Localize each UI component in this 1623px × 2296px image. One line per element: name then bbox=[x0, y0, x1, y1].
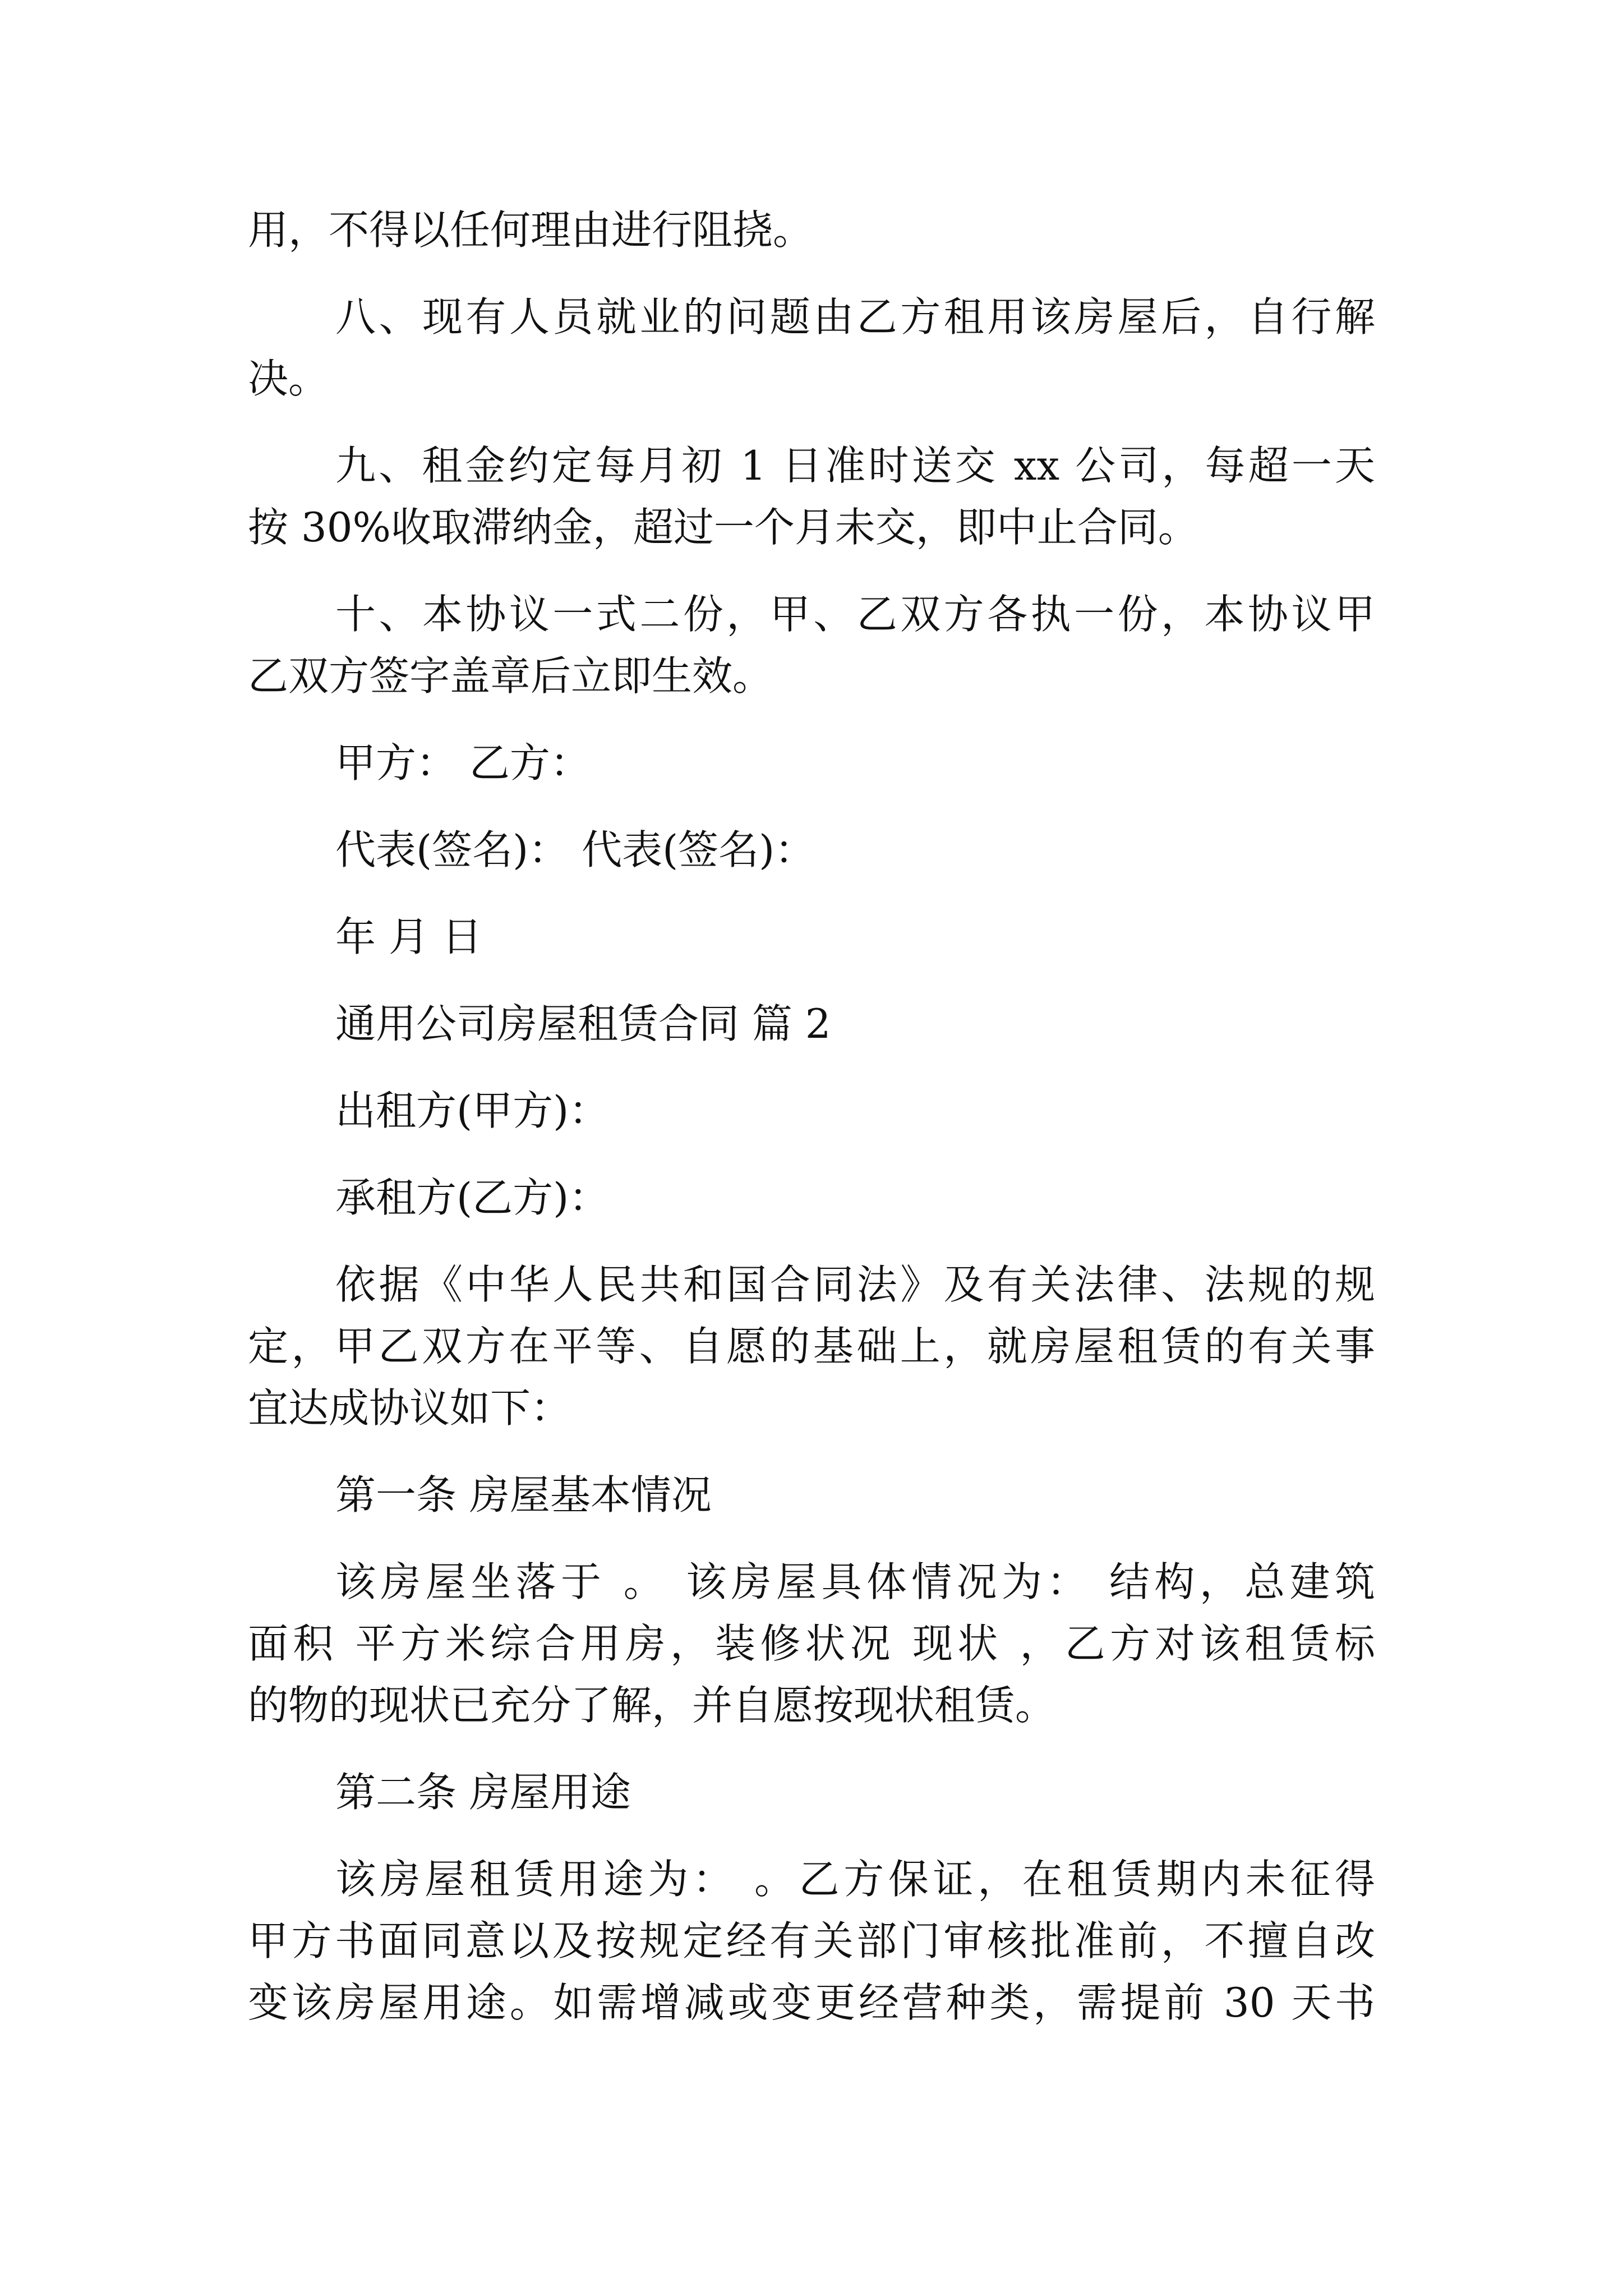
text-line-2: 八、现有人员就业的问题由乙方租用该房屋后，自行解 bbox=[335, 293, 1375, 341]
signature-parties: 甲方： 乙方： bbox=[335, 739, 591, 786]
text-line-20: 的物的现状已充分了解，并自愿按现状租赁。 bbox=[248, 1682, 1056, 1729]
text-line-7: 乙双方签字盖章后立即生效。 bbox=[248, 652, 773, 700]
article-2-heading: 第二条 房屋用途 bbox=[335, 1769, 631, 1816]
article-1-heading: 第一条 房屋基本情况 bbox=[335, 1471, 712, 1519]
signature-representatives: 代表(签名)： 代表(签名)： bbox=[335, 826, 815, 873]
text-line-19: 面积 平方米综合用房，装修状况 现状 ，乙方对该租赁标 bbox=[248, 1620, 1375, 1667]
text-line-1: 用，不得以任何理由进行阻挠。 bbox=[248, 206, 814, 254]
text-line-15: 定，甲乙双方在平等、自愿的基础上，就房屋租赁的有关事 bbox=[248, 1323, 1375, 1370]
text-line-3: 决。 bbox=[248, 355, 329, 402]
text-line-24: 变该房屋用途。如需增减或变更经营种类，需提前 30 天书 bbox=[248, 1979, 1375, 2026]
lessor-line: 出租方(甲方)： bbox=[335, 1087, 610, 1134]
signature-date: 年 月 日 bbox=[335, 913, 482, 960]
lessee-line: 承租方(乙方)： bbox=[335, 1174, 610, 1221]
text-line-6: 十、本协议一式二份，甲、乙双方各执一份，本协议甲 bbox=[335, 591, 1375, 638]
text-line-22: 该房屋租赁用途为： 。乙方保证，在租赁期内未征得 bbox=[335, 1856, 1375, 1903]
text-line-5: 按 30%收取滞纳金，超过一个月未交，即中止合同。 bbox=[248, 504, 1198, 551]
text-line-16: 宜达成协议如下： bbox=[248, 1384, 571, 1432]
text-line-23: 甲方书面同意以及按规定经有关部门审核批准前，不擅自改 bbox=[248, 1917, 1375, 1964]
text-line-14: 依据《中华人民共和国合同法》及有关法律、法规的规 bbox=[335, 1261, 1375, 1308]
section-title: 通用公司房屋租赁合同 篇 2 bbox=[335, 1000, 831, 1047]
text-line-18: 该房屋坐落于 。 该房屋具体情况为： 结构，总建筑 bbox=[335, 1558, 1375, 1605]
text-line-4: 九、租金约定每月初 1 日准时送交 xx 公司，每超一天 bbox=[335, 442, 1375, 489]
